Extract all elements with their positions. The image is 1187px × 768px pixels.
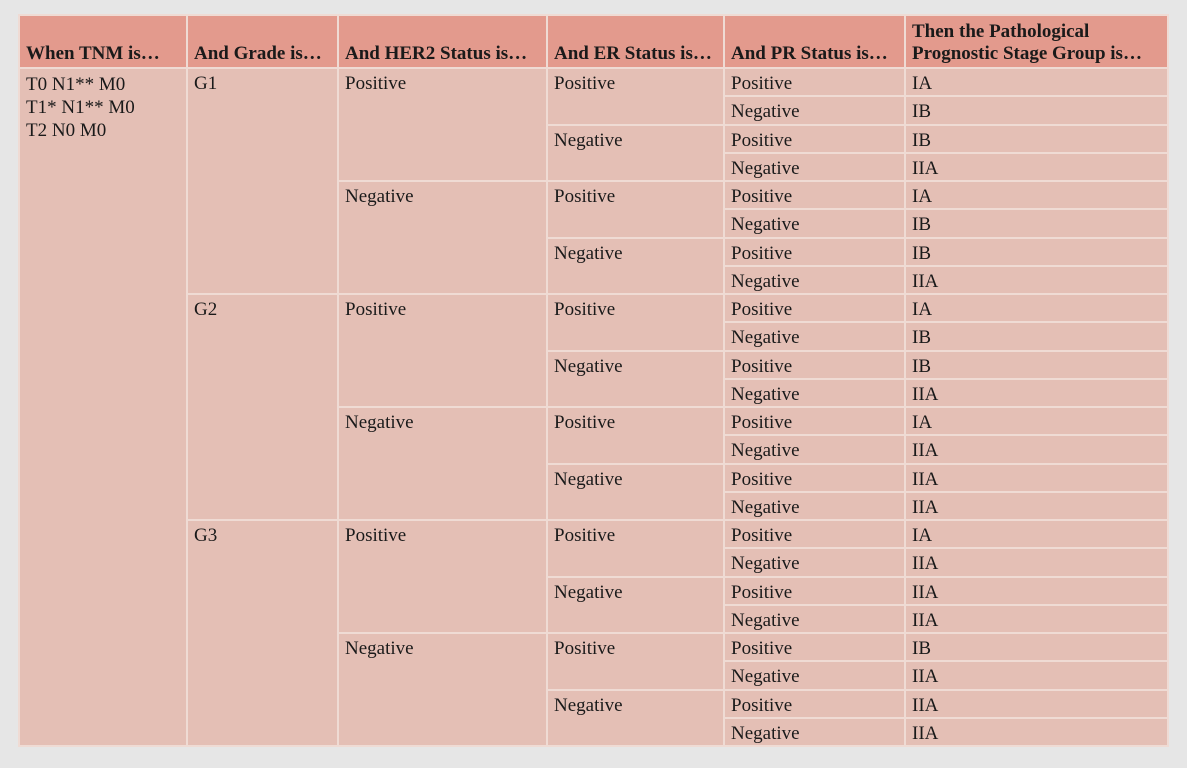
header-row [19,15,1168,68]
header-er: And ER Status is… [547,15,724,68]
stage-cell: IIA [905,153,1168,181]
header-stage [905,15,1168,68]
stage-cell: IIA [905,577,1168,605]
stage-cell: IB [905,96,1168,124]
pr-cell: Positive [724,125,905,153]
grade-cell: G2 [187,294,338,520]
header-tnm: When TNM is… [19,15,187,68]
stage-cell: IA [905,181,1168,209]
tnm-value: T2 N0 M0 [26,120,107,141]
er-cell: Positive [547,68,724,125]
pr-cell: Negative [724,718,905,746]
pr-cell: Positive [724,351,905,379]
pr-cell: Negative [724,379,905,407]
stage-cell: IA [905,407,1168,435]
table-row [19,294,1168,322]
her2-cell: Positive [338,294,547,407]
table-row [19,68,1168,96]
stage-cell: IIA [905,379,1168,407]
stage-cell: IIA [905,266,1168,294]
tnm-cell [19,68,187,746]
stage-cell: IIA [905,605,1168,633]
pr-cell: Positive [724,633,905,661]
table-row [19,520,1168,548]
grade-cell: G3 [187,520,338,746]
er-cell: Positive [547,294,724,351]
er-cell: Negative [547,351,724,408]
pr-cell: Negative [724,153,905,181]
header-her2: And HER2 Status is… [338,15,547,68]
stage-cell: IIA [905,435,1168,463]
pr-cell: Positive [724,238,905,266]
pr-cell: Negative [724,322,905,350]
stage-cell: IIA [905,548,1168,576]
pr-cell: Negative [724,96,905,124]
stage-cell: IB [905,351,1168,379]
table-body [19,68,1168,746]
her2-cell: Negative [338,407,547,520]
pr-cell: Negative [724,435,905,463]
table-header [19,15,1168,68]
pr-cell: Negative [724,548,905,576]
er-cell: Positive [547,407,724,464]
stage-cell: IA [905,520,1168,548]
her2-cell: Negative [338,633,547,746]
stage-cell: IIA [905,690,1168,718]
er-cell: Positive [547,520,724,577]
header-stage-line1: Then the Pathological [912,21,1090,42]
pr-cell: Positive [724,690,905,718]
prognostic-stage-table [18,14,1169,747]
stage-cell: IB [905,125,1168,153]
pr-cell: Negative [724,209,905,237]
tnm-value: T0 N1** M0 [26,74,126,95]
stage-cell: IB [905,209,1168,237]
stage-cell: IIA [905,661,1168,689]
pr-cell: Positive [724,294,905,322]
her2-cell: Positive [338,520,547,633]
stage-cell: IA [905,68,1168,96]
pr-cell: Negative [724,605,905,633]
stage-cell: IA [905,294,1168,322]
pr-cell: Negative [724,492,905,520]
stage-cell: IIA [905,464,1168,492]
er-cell: Negative [547,238,724,295]
er-cell: Positive [547,633,724,690]
pr-cell: Positive [724,464,905,492]
header-grade: And Grade is… [187,15,338,68]
stage-cell: IB [905,633,1168,661]
her2-cell: Positive [338,68,547,181]
table-frame [18,14,1167,747]
pr-cell: Positive [724,577,905,605]
pr-cell: Negative [724,266,905,294]
er-cell: Negative [547,125,724,182]
pr-cell: Positive [724,520,905,548]
stage-cell: IB [905,238,1168,266]
pr-cell: Positive [724,181,905,209]
pr-cell: Positive [724,407,905,435]
stage-cell: IIA [905,492,1168,520]
pr-cell: Negative [724,661,905,689]
header-pr: And PR Status is… [724,15,905,68]
er-cell: Negative [547,690,724,747]
stage-cell: IB [905,322,1168,350]
er-cell: Negative [547,577,724,634]
pr-cell: Positive [724,68,905,96]
stage-cell: IIA [905,718,1168,746]
grade-cell: G1 [187,68,338,294]
header-stage-line2: Prognostic Stage Group is… [912,43,1142,64]
er-cell: Positive [547,181,724,238]
tnm-value: T1* N1** M0 [26,97,135,118]
her2-cell: Negative [338,181,547,294]
er-cell: Negative [547,464,724,521]
